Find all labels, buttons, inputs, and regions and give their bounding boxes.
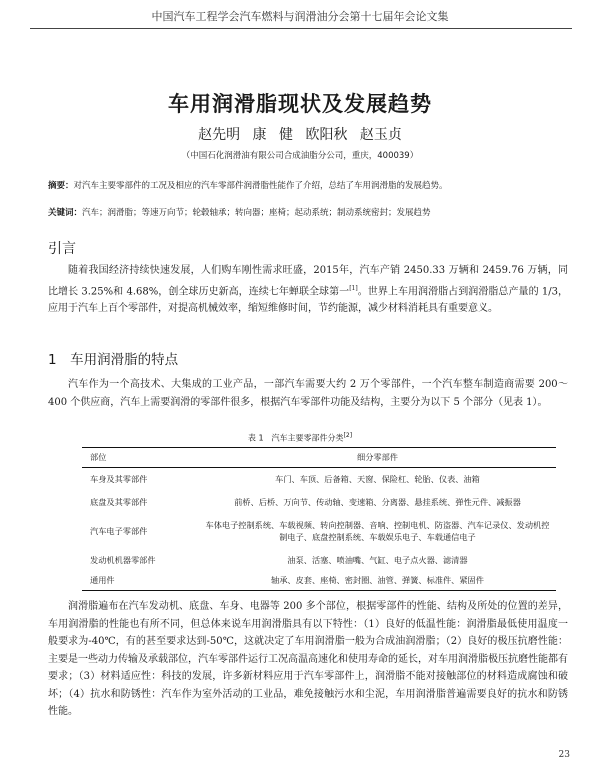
citation-ref: [1] xyxy=(349,284,358,292)
paragraph-intro xyxy=(48,262,568,318)
author: 欧阳秋 xyxy=(305,127,348,143)
section-heading-1: 1 车用润滑脂的特点 xyxy=(48,352,179,368)
table-cell: 车门、车顶、后备箱、天窗、保险杠、轮胎、仪表、油箱 xyxy=(275,474,480,484)
section-heading-intro: 引言 xyxy=(48,241,76,257)
table-cell: 车体电子控制系统、车载视频、转向控制器、音响、控制电机、防盗器、汽车记录仪、发动机控制电子、底盘控制系统、车载娱乐电子、车载通信电子 xyxy=(205,520,550,542)
citation-ref: [2] xyxy=(343,432,353,439)
table-caption xyxy=(0,432,600,444)
table-header-cell: 部位 xyxy=(82,448,199,468)
table-cell: 轴承、皮套、座椅、密封圈、油管、弹簧、标准件、紧固件 xyxy=(199,570,556,591)
table-row xyxy=(82,490,556,513)
paragraph-text: 。世界上车用润滑脂占到润滑脂总产量的 1/3，应用于汽车上百个零部件，对提高机械效率，缩短维修时间，节约能源，减少材料消耗具有重要意义。 xyxy=(48,285,568,315)
affiliation: （中国石化润滑油有限公司合成油脂分公司，重庆，400039） xyxy=(181,151,419,161)
table-cell: 前桥、后桥、万向节、传动轴、变速箱、分离器、悬挂系统、弹性元件、减振器 xyxy=(234,496,521,507)
abstract-text: 对汽车主要零部件的工况及相应的汽车零部件润滑脂性能作了介绍，总结了车用润滑脂的发展趋势。 xyxy=(73,181,448,191)
table-header-row xyxy=(82,448,556,468)
table-cell: 发动机机器零部件 xyxy=(90,554,156,565)
table-cell: 底盘及其零部件 xyxy=(90,496,148,507)
table-cell: 汽车电子零部件 xyxy=(90,526,148,536)
abstract xyxy=(48,180,568,192)
parts-table xyxy=(82,447,556,591)
paper-title: 车用润滑脂现状及发展趋势 xyxy=(168,92,432,116)
abstract-label: 摘要： xyxy=(48,181,74,191)
header-rule xyxy=(30,28,572,29)
running-head: 中国汽车工程学会汽车燃料与润滑油分会第十七届年会论文集 xyxy=(151,10,449,23)
table-cell: 车身及其零部件 xyxy=(90,474,148,484)
paragraph-text: 随着我国经济持续快速发展，人们购车刚性需求旺盛，2015年，汽车产销 2450.33 万辆和 2459.76 万辆，同比增长 3.25%和 4.68%，创全球历史新高，连续七年蝉联全球第一 xyxy=(48,265,568,297)
paragraph-section-1: 汽车作为一个高技术、大集成的工业产品，一部汽车需要大约 2 万个零部件，一个汽车整车制造商需要 200～400 个供应商，汽车上需要润滑的零部件很多，根据汽车零部件功能及结构，主要分为以下 5 个部分（见表 1）。 xyxy=(48,379,568,408)
table-caption-text: 表 1 汽车主要零部件分类 xyxy=(247,433,344,443)
keywords-label: 关键词： xyxy=(48,208,83,218)
author: 康 健 xyxy=(252,127,293,143)
author: 赵玉贞 xyxy=(359,127,402,143)
table-row xyxy=(82,570,556,591)
author: 赵先明 xyxy=(198,127,241,143)
page-number: 23 xyxy=(558,750,570,760)
table-row xyxy=(82,549,556,570)
keywords xyxy=(48,207,568,219)
table-cell: 通用件 xyxy=(82,570,199,591)
author-list xyxy=(0,124,600,144)
paragraph-properties: 润滑脂遍布在汽车发动机、底盘、车身、电器等 200 多个部位，根据零部件的性能、结构及所处的位置的差异，车用润滑脂的性能也有所不同，但总体来说车用润滑脂具有以下特性：（1）良好的低温性能：润滑脂最低使用温度一般要求为-40℃，有的甚至要求达到-50℃，这就决定了车用润滑脂一般为合成油润滑脂；（2）良好的极压抗磨性能：主要是一些动力传输及承载部位，汽车零部件运行工况高温高速化和使用寿命的延长，对车用润滑脂极压抗磨性能都有要求；（3）材料适应性：科技的发展，许多新材料应用于汽车零部件上，润滑脂不能对接触部位的材料造成腐蚀和破坏；（4）抗水和防锈性：汽车作为室外活动的工业品，难免接触污水和尘泥，车用润滑脂普遍需要良好的抗水和防锈性能。 xyxy=(48,601,568,717)
table-row xyxy=(82,513,556,549)
table-header-cell: 细分零部件 xyxy=(199,448,556,468)
keywords-text: 汽车；润滑脂；等速万向节；轮毂轴承；转向器；座椅；起动系统；制动系统密封；发展趋势 xyxy=(82,208,431,218)
table-cell: 油泵、活塞、喷油嘴、气缸、电子点火器、滤清器 xyxy=(287,554,468,565)
table-row xyxy=(82,468,556,491)
